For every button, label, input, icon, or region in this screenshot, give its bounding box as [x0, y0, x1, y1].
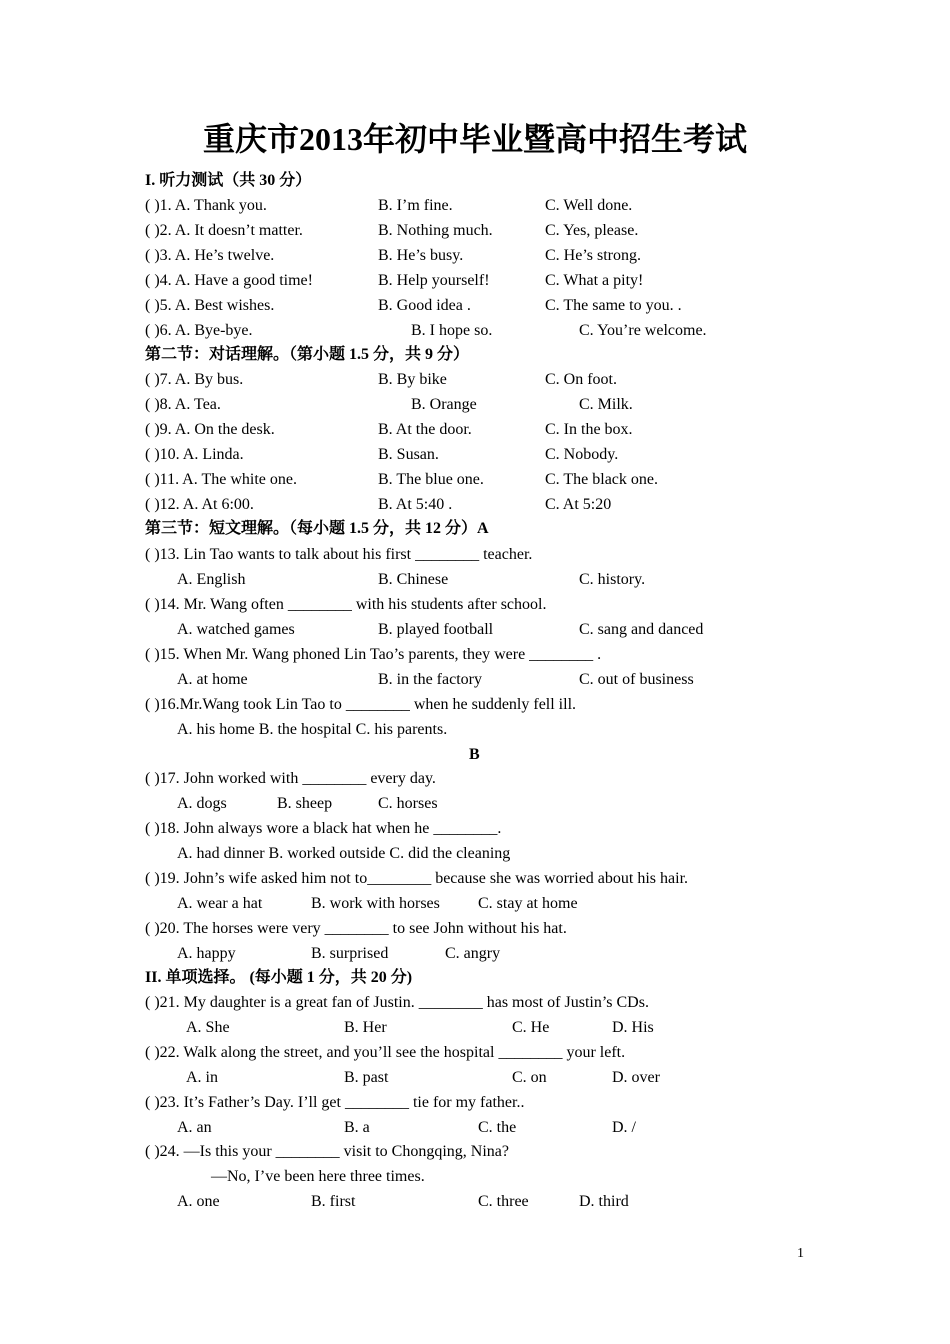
exam-text: B. At the door. [378, 421, 472, 438]
exam-text: B. in the factory [378, 671, 482, 688]
exam-line [0, 568, 950, 592]
exam-text: C. stay at home [478, 895, 578, 912]
exam-line [0, 643, 950, 667]
exam-line [0, 219, 950, 243]
exam-text: ( )9. A. On the desk. [145, 421, 275, 438]
exam-text: C. Yes, please. [545, 222, 639, 239]
exam-line [0, 294, 950, 318]
exam-text: B. a [344, 1119, 370, 1136]
exam-text: A. wear a hat [177, 895, 263, 912]
exam-text: C. Milk. [579, 396, 633, 413]
exam-text: C. The black one. [545, 471, 659, 488]
exam-line [0, 169, 950, 193]
exam-line [0, 418, 950, 442]
exam-line [0, 393, 950, 417]
exam-text: ( )12. A. At 6:00. [145, 496, 254, 513]
exam-text: ( )6. A. Bye-bye. [145, 322, 253, 339]
exam-text: A. in [186, 1069, 218, 1086]
section-heading: B [469, 746, 480, 763]
exam-text: ( )2. A. It doesn’t matter. [145, 222, 303, 239]
exam-text: ( )3. A. He’s twelve. [145, 247, 275, 264]
exam-text: ( )21. My daughter is a great fan of Justin. ________ has most of Justin’s CDs. [145, 994, 649, 1011]
exam-line [0, 543, 950, 567]
exam-text: C. the [478, 1119, 517, 1136]
exam-text: A. watched games [177, 621, 295, 638]
exam-text: C. What a pity! [545, 272, 644, 289]
exam-text: B. past [344, 1069, 389, 1086]
exam-text: B. Susan. [378, 446, 439, 463]
exam-line [0, 194, 950, 218]
exam-text: A. one [177, 1193, 220, 1210]
exam-line [0, 892, 950, 916]
exam-line [0, 443, 950, 467]
exam-text: B. Chinese [378, 571, 449, 588]
exam-text: C. out of business [579, 671, 694, 688]
exam-text: ( )14. Mr. Wang often ________ with his students after school. [145, 596, 547, 613]
exam-text: B. first [311, 1193, 356, 1210]
page-title: 重庆市2013年初中毕业暨高中招生考试 [202, 121, 747, 157]
exam-line [0, 942, 950, 966]
exam-text: C. He’s strong. [545, 247, 641, 264]
exam-line [0, 1116, 950, 1140]
exam-text: B. work with horses [311, 895, 440, 912]
exam-text: ( )24. —Is this your ________ visit to Chongqing, Nina? [145, 1143, 509, 1160]
exam-text: ( )23. It’s Father’s Day. I’ll get ________ tie for my father.. [145, 1094, 525, 1111]
exam-line [0, 593, 950, 617]
exam-text: B. By bike [378, 371, 447, 388]
exam-text: B. The blue one. [378, 471, 484, 488]
exam-text: A. English [177, 571, 246, 588]
exam-text: D. His [612, 1019, 654, 1036]
exam-line [0, 1091, 950, 1115]
exam-text: A. dogs [177, 795, 227, 812]
exam-line [0, 493, 950, 517]
exam-line [0, 917, 950, 941]
exam-text: ( )7. A. By bus. [145, 371, 244, 388]
exam-text: C. three [478, 1193, 529, 1210]
section-heading: 第二节：对话理解。（第小题 1.5 分，共 9 分） [145, 346, 470, 363]
exam-text: A. his home B. the hospital C. his parents. [177, 721, 448, 738]
exam-text: A. at home [177, 671, 248, 688]
exam-line [0, 1165, 950, 1189]
exam-text: C. horses [378, 795, 438, 812]
exam-text: ( )16.Mr.Wang took Lin Tao to ________ when he suddenly fell ill. [145, 696, 577, 713]
exam-text: B. I hope so. [411, 322, 493, 339]
exam-line [0, 792, 950, 816]
exam-text: D. over [612, 1069, 660, 1086]
exam-text: —No, I’ve been here three times. [211, 1168, 425, 1185]
exam-line [0, 966, 950, 990]
exam-line [0, 517, 950, 541]
exam-text: ( )18. John always wore a black hat when he ________. [145, 820, 502, 837]
exam-line [0, 468, 950, 492]
section-heading: II. 单项选择。 (每小题 1 分，共 20 分) [145, 969, 413, 986]
exam-text: C. You’re welcome. [579, 322, 707, 339]
exam-line [0, 867, 950, 891]
page-number: 1 [797, 1246, 804, 1261]
exam-text: ( )22. Walk along the street, and you’ll see the hospital ________ your left. [145, 1044, 626, 1061]
exam-text: A. She [186, 1019, 230, 1036]
exam-text: ( )8. A. Tea. [145, 396, 221, 413]
exam-text: B. He’s busy. [378, 247, 464, 264]
exam-line [0, 618, 950, 642]
exam-text: D. third [579, 1193, 629, 1210]
exam-line [0, 842, 950, 866]
exam-text: ( )5. A. Best wishes. [145, 297, 275, 314]
exam-text: ( )4. A. Have a good time! [145, 272, 313, 289]
exam-text: A. happy [177, 945, 236, 962]
exam-line [0, 1041, 950, 1065]
exam-line [0, 1190, 950, 1214]
exam-text: ( )11. A. The white one. [145, 471, 297, 488]
exam-line [0, 368, 950, 392]
exam-line [0, 668, 950, 692]
exam-line [0, 991, 950, 1015]
exam-line [0, 1016, 950, 1040]
exam-text: C. He [512, 1019, 550, 1036]
section-heading: I. 听力测试（共 30 分） [145, 172, 312, 189]
exam-text: B. surprised [311, 945, 389, 962]
exam-text: C. angry [445, 945, 501, 962]
exam-text: C. In the box. [545, 421, 633, 438]
exam-text: B. Nothing much. [378, 222, 493, 239]
exam-text: C. Well done. [545, 197, 633, 214]
exam-line [0, 767, 950, 791]
exam-text: C. On foot. [545, 371, 617, 388]
exam-text: B. Orange [411, 396, 477, 413]
exam-text: B. I’m fine. [378, 197, 453, 214]
exam-line [0, 693, 950, 717]
exam-line [0, 718, 950, 742]
exam-text: ( )10. A. Linda. [145, 446, 244, 463]
exam-text: B. At 5:40 . [378, 496, 453, 513]
exam-text: B. Help yourself! [378, 272, 490, 289]
exam-line [0, 817, 950, 841]
exam-text: ( )1. A. Thank you. [145, 197, 267, 214]
exam-text: B. Good idea . [378, 297, 471, 314]
exam-text: ( )20. The horses were very ________ to see John without his hat. [145, 920, 567, 937]
exam-text: C. The same to you. . [545, 297, 682, 314]
exam-text: ( )17. John worked with ________ every day. [145, 770, 436, 787]
exam-line [0, 244, 950, 268]
exam-line [0, 743, 950, 767]
exam-text: ( )15. When Mr. Wang phoned Lin Tao’s parents, they were ________ . [145, 646, 602, 663]
exam-text: B. Her [344, 1019, 387, 1036]
exam-line [0, 269, 950, 293]
section-heading: 第三节：短文理解。（每小题 1.5 分，共 12 分）A [145, 520, 489, 537]
exam-line [0, 1140, 950, 1164]
exam-text: ( )19. John’s wife asked him not to________ because she was worried about his hair. [145, 870, 689, 887]
exam-line [0, 343, 950, 367]
exam-text: B. played football [378, 621, 494, 638]
exam-text: C. history. [579, 571, 646, 588]
exam-text: ( )13. Lin Tao wants to talk about his first ________ teacher. [145, 546, 533, 563]
exam-text: A. had dinner B. worked outside C. did the cleaning [177, 845, 511, 862]
exam-text: A. an [177, 1119, 212, 1136]
exam-text: C. sang and danced [579, 621, 704, 638]
exam-text: B. sheep [277, 795, 333, 812]
exam-text: C. At 5:20 [545, 496, 612, 513]
exam-text: D. / [612, 1119, 636, 1136]
exam-line [0, 319, 950, 343]
exam-text: C. Nobody. [545, 446, 619, 463]
exam-line [0, 1066, 950, 1090]
exam-text: C. on [512, 1069, 547, 1086]
